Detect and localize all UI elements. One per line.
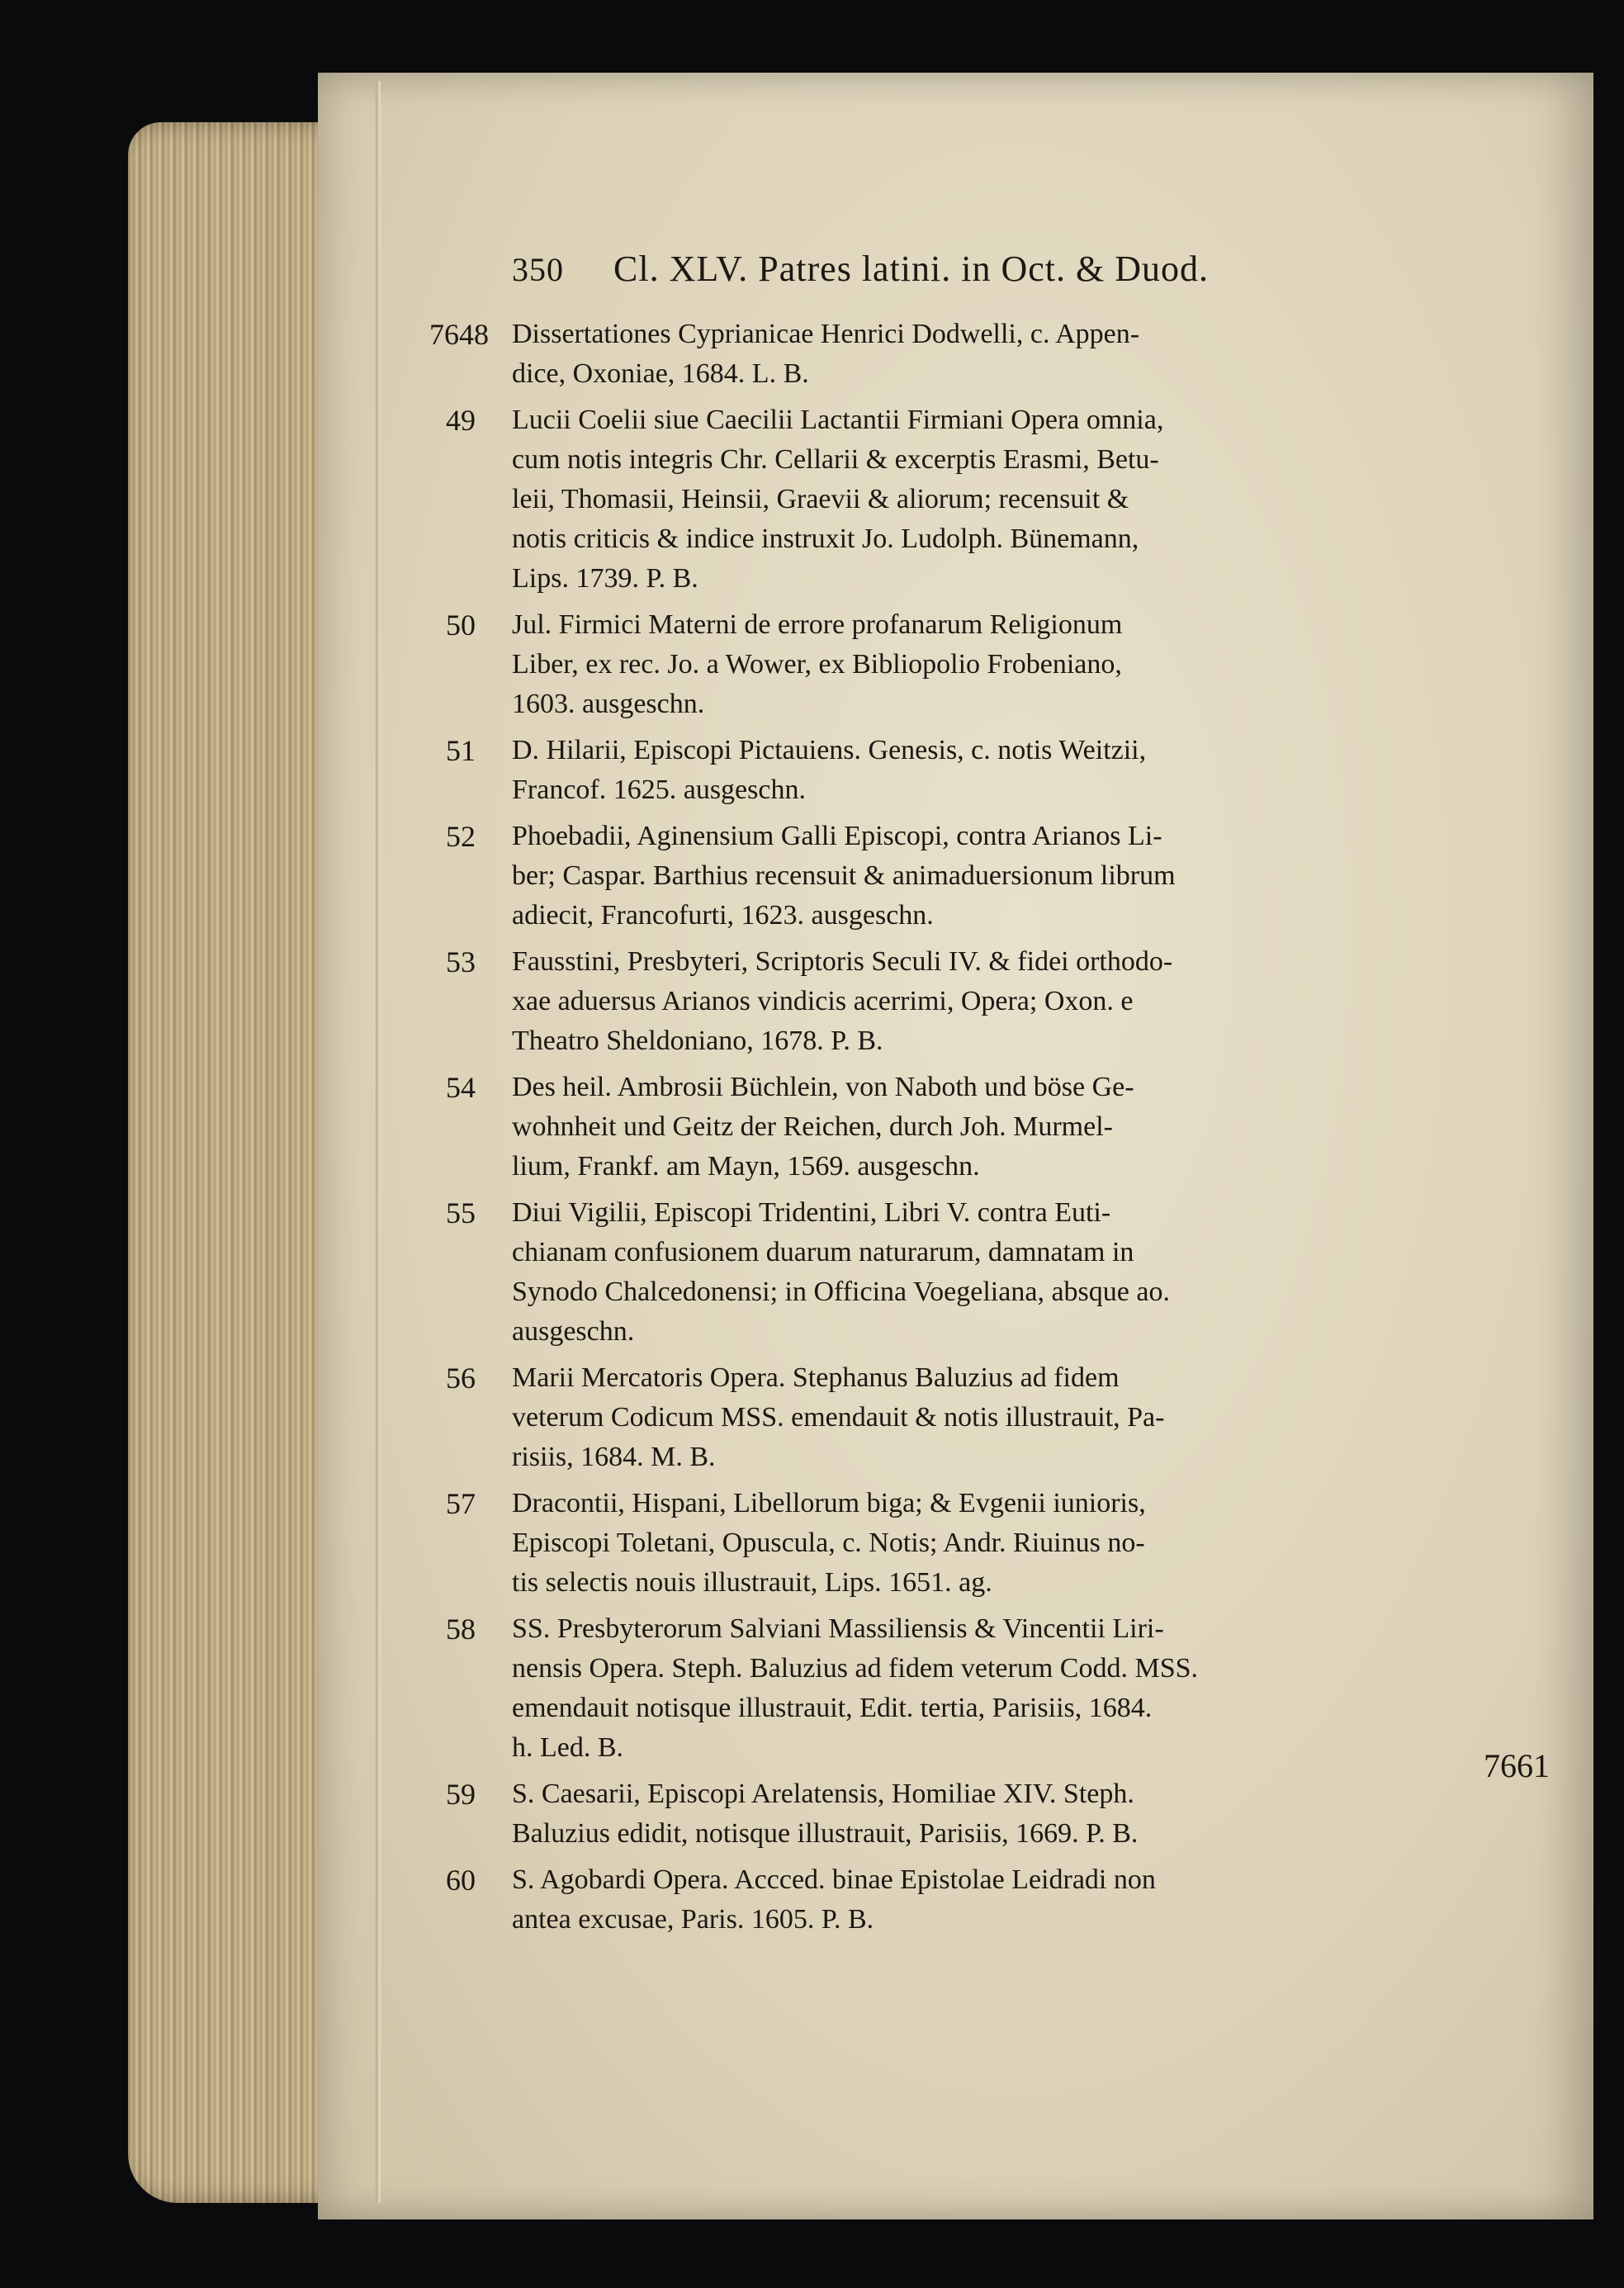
entry-line: risiis, 1684. M. B.	[512, 1442, 716, 1472]
catalog-entry	[446, 1774, 1527, 1854]
entry-number: 53	[446, 945, 476, 978]
entry-line: Synodo Chalcedonensi; in Officina Voegeliana, absque ao.	[512, 1277, 1170, 1307]
entry-line: dice, Oxoniae, 1684. L. B.	[512, 358, 809, 389]
entry-line: Dissertationes Cyprianicae Henrici Dodwelli, c. Appen-	[512, 319, 1140, 349]
entry-line: S. Caesarii, Episcopi Arelatensis, Homiliae XIV. Steph.	[512, 1779, 1134, 1809]
text-block	[429, 248, 1527, 1946]
entry-line: leii, Thomasii, Heinsii, Graevii & aliorum; recensuit &	[512, 484, 1129, 514]
catalog-entry	[446, 942, 1527, 1061]
entry-text	[512, 731, 1527, 810]
entry-line: notis criticis & indice instruxit Jo. Ludolph. Bünemann,	[512, 523, 1139, 554]
entry-text	[512, 605, 1527, 724]
entry-line: Phoebadii, Aginensium Galli Episcopi, contra Arianos Li-	[512, 821, 1162, 851]
entry-line: ber; Caspar. Barthius recensuit & animaduersionum librum	[512, 860, 1176, 891]
entry-number: 60	[446, 1864, 476, 1897]
entry-line: lium, Frankf. am Mayn, 1569. ausgeschn.	[512, 1151, 980, 1182]
entry-line: emendauit notisque illustrauit, Edit. tertia, Parisiis, 1684.	[512, 1693, 1153, 1723]
entry-line: Des heil. Ambrosii Büchlein, von Naboth und böse Ge-	[512, 1072, 1134, 1102]
entry-line: Lips. 1739. P. B.	[512, 563, 698, 594]
page-number: 350	[512, 251, 564, 288]
entry-number: 54	[446, 1071, 476, 1104]
entry-line: h. Led. B.	[512, 1732, 624, 1763]
page-title: Cl. XLV. Patres latini. in Oct. & Duod.	[613, 249, 1209, 289]
entry-number: 49	[446, 404, 476, 437]
entry-line: Episcopi Toletani, Opuscula, c. Notis; Andr. Riuinus no-	[512, 1528, 1145, 1558]
entry-text	[512, 1193, 1527, 1352]
entry-text	[512, 1609, 1527, 1768]
entry-text	[512, 400, 1527, 599]
entry-line: xae aduersus Arianos vindicis acerrimi, Opera; Oxon. e	[512, 986, 1134, 1016]
entry-line: 1603. ausgeschn.	[512, 689, 705, 719]
entry-line: Jul. Firmici Materni de errore profanarum Religionum	[512, 609, 1123, 640]
catalog-entry	[446, 605, 1527, 724]
entry-number: 51	[446, 734, 476, 767]
catalog-entry	[446, 1358, 1527, 1477]
entry-line: S. Agobardi Opera. Accced. binae Epistolae Leidradi non	[512, 1864, 1156, 1895]
entry-number: 55	[446, 1196, 476, 1229]
entry-number: 52	[446, 820, 476, 853]
entry-line: Francof. 1625. ausgeschn.	[512, 775, 806, 805]
entry-text	[512, 1358, 1527, 1477]
entry-number: 50	[446, 609, 476, 642]
entry-line: Theatro Sheldoniano, 1678. P. B.	[512, 1026, 883, 1056]
entry-line: chianam confusionem duarum naturarum, damnatam in	[512, 1237, 1134, 1267]
entry-line: Fausstini, Presbyteri, Scriptoris Seculi IV. & fidei orthodo-	[512, 946, 1173, 977]
entry-text	[512, 1068, 1527, 1187]
entry-line: wohnheit und Geitz der Reichen, durch Joh. Murmel-	[512, 1111, 1113, 1142]
catalog-entry	[446, 817, 1527, 936]
entry-number: 56	[446, 1362, 476, 1395]
entry-line: ausgeschn.	[512, 1316, 635, 1347]
entry-list	[429, 315, 1527, 1940]
catalog-entry	[446, 731, 1527, 810]
page-header	[512, 248, 1527, 290]
catalog-entry	[446, 1068, 1527, 1187]
entry-line: antea excusae, Paris. 1605. P. B.	[512, 1904, 874, 1935]
entry-line: tis selectis nouis illustrauit, Lips. 1651. ag.	[512, 1567, 992, 1598]
catalog-entry	[446, 1609, 1527, 1768]
entry-number: 7648	[429, 318, 489, 351]
entry-line: Diui Vigilii, Episcopi Tridentini, Libri V. contra Euti-	[512, 1197, 1111, 1228]
entry-line: Lucii Coelii siue Caecilii Lactantii Firmiani Opera omnia,	[512, 405, 1164, 435]
entry-text	[512, 1484, 1527, 1603]
entry-text	[512, 315, 1527, 394]
entry-line: Baluzius edidit, notisque illustrauit, Parisiis, 1669. P. B.	[512, 1818, 1139, 1849]
catalog-entry	[446, 1193, 1527, 1352]
entry-line: Dracontii, Hispani, Libellorum biga; & Evgenii iunioris,	[512, 1488, 1146, 1518]
catalog-entry	[429, 315, 1527, 394]
catalog-entry	[446, 1860, 1527, 1940]
entry-line: veterum Codicum MSS. emendauit & notis illustrauit, Pa-	[512, 1402, 1165, 1433]
entry-line: D. Hilarii, Episcopi Pictauiens. Genesis, c. notis Weitzii,	[512, 735, 1147, 765]
entry-line: cum notis integris Chr. Cellarii & excerptis Erasmi, Betu-	[512, 444, 1159, 475]
entry-text	[512, 1860, 1527, 1940]
entry-number: 58	[446, 1613, 476, 1646]
entry-line: Marii Mercatoris Opera. Stephanus Baluzius ad fidem	[512, 1362, 1120, 1393]
catchword: 7661	[1484, 1747, 1550, 1784]
entry-line: nensis Opera. Steph. Baluzius ad fidem veterum Codd. MSS.	[512, 1653, 1199, 1684]
entry-line: SS. Presbyterorum Salviani Massiliensis & Vincentii Liri-	[512, 1613, 1164, 1644]
entry-line: adiecit, Francofurti, 1623. ausgeschn.	[512, 900, 934, 931]
entry-text	[512, 942, 1527, 1061]
catalog-entry	[446, 1484, 1527, 1603]
entry-line: Liber, ex rec. Jo. a Wower, ex Bibliopolio Frobeniano,	[512, 649, 1122, 680]
catalog-entry	[446, 400, 1527, 599]
entry-text	[512, 1774, 1527, 1854]
entry-number: 59	[446, 1778, 476, 1811]
entry-text	[512, 817, 1527, 936]
page-fold	[376, 81, 381, 2203]
entry-number: 57	[446, 1487, 476, 1520]
